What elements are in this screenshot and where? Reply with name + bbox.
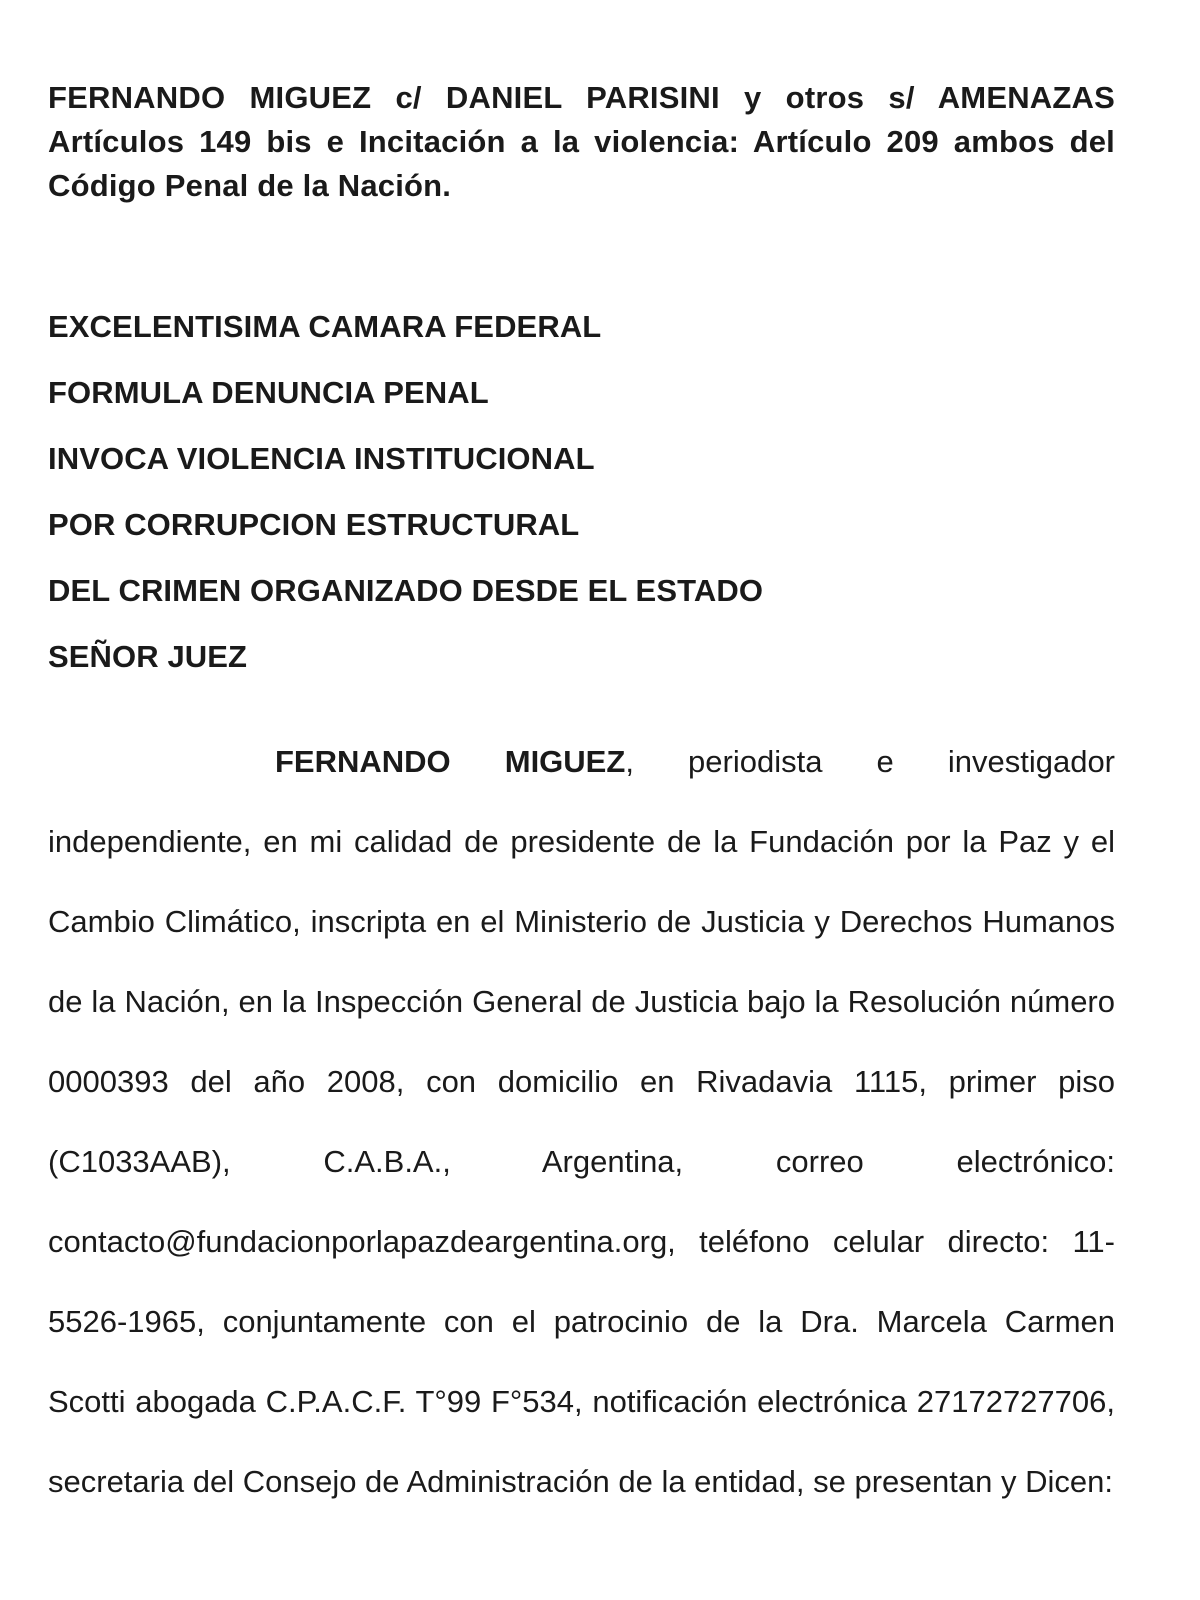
- body-paragraph: [48, 722, 1115, 1522]
- case-title: FERNANDO MIGUEZ c/ DANIEL PARISINI y otros s/ AMENAZAS Artículos 149 bis e Incitación a la violencia: Artículo 209 ambos del Código Penal de la Nación.: [48, 80, 1115, 203]
- heading-violence: INVOCA VIOLENCIA INSTITUCIONAL: [48, 441, 595, 476]
- headings-block: [48, 294, 1115, 690]
- complainant-name: FERNANDO MIGUEZ: [275, 744, 626, 779]
- heading-organized-crime: DEL CRIMEN ORGANIZADO DESDE EL ESTADO: [48, 573, 764, 608]
- heading-salutation: SEÑOR JUEZ: [48, 639, 248, 674]
- heading-court: EXCELENTISIMA CAMARA FEDERAL: [48, 309, 602, 344]
- heading-complaint: FORMULA DENUNCIA PENAL: [48, 375, 489, 410]
- document-page: [48, 76, 1115, 1522]
- heading-corruption: POR CORRUPCION ESTRUCTURAL: [48, 507, 580, 542]
- body-text: , periodista e investigador independiente, en mi calidad de presidente de la Fundación por la Paz y el Cambio Climático, inscripta en el Ministerio de Justicia y Derechos Humanos de la Nación, en la Inspección General de Justicia bajo la Resolución número 0000393 del año 2008, con domicilio en Rivadavia 1115, primer piso (C1033AAB), C.A.B.A., Argentina, correo electrónico: contacto@fundacionporlapazdeargentina.org, teléfono celular directo: 11-5526-1965, conjuntamente con el patrocinio de la Dra. Marcela Carmen Scotti abogada C.P.A.C.F. T°99 F°534, notificación electrónica 27172727706, secretaria del Consejo de Administración de la entidad, se presentan y Dicen:: [48, 744, 1116, 1499]
